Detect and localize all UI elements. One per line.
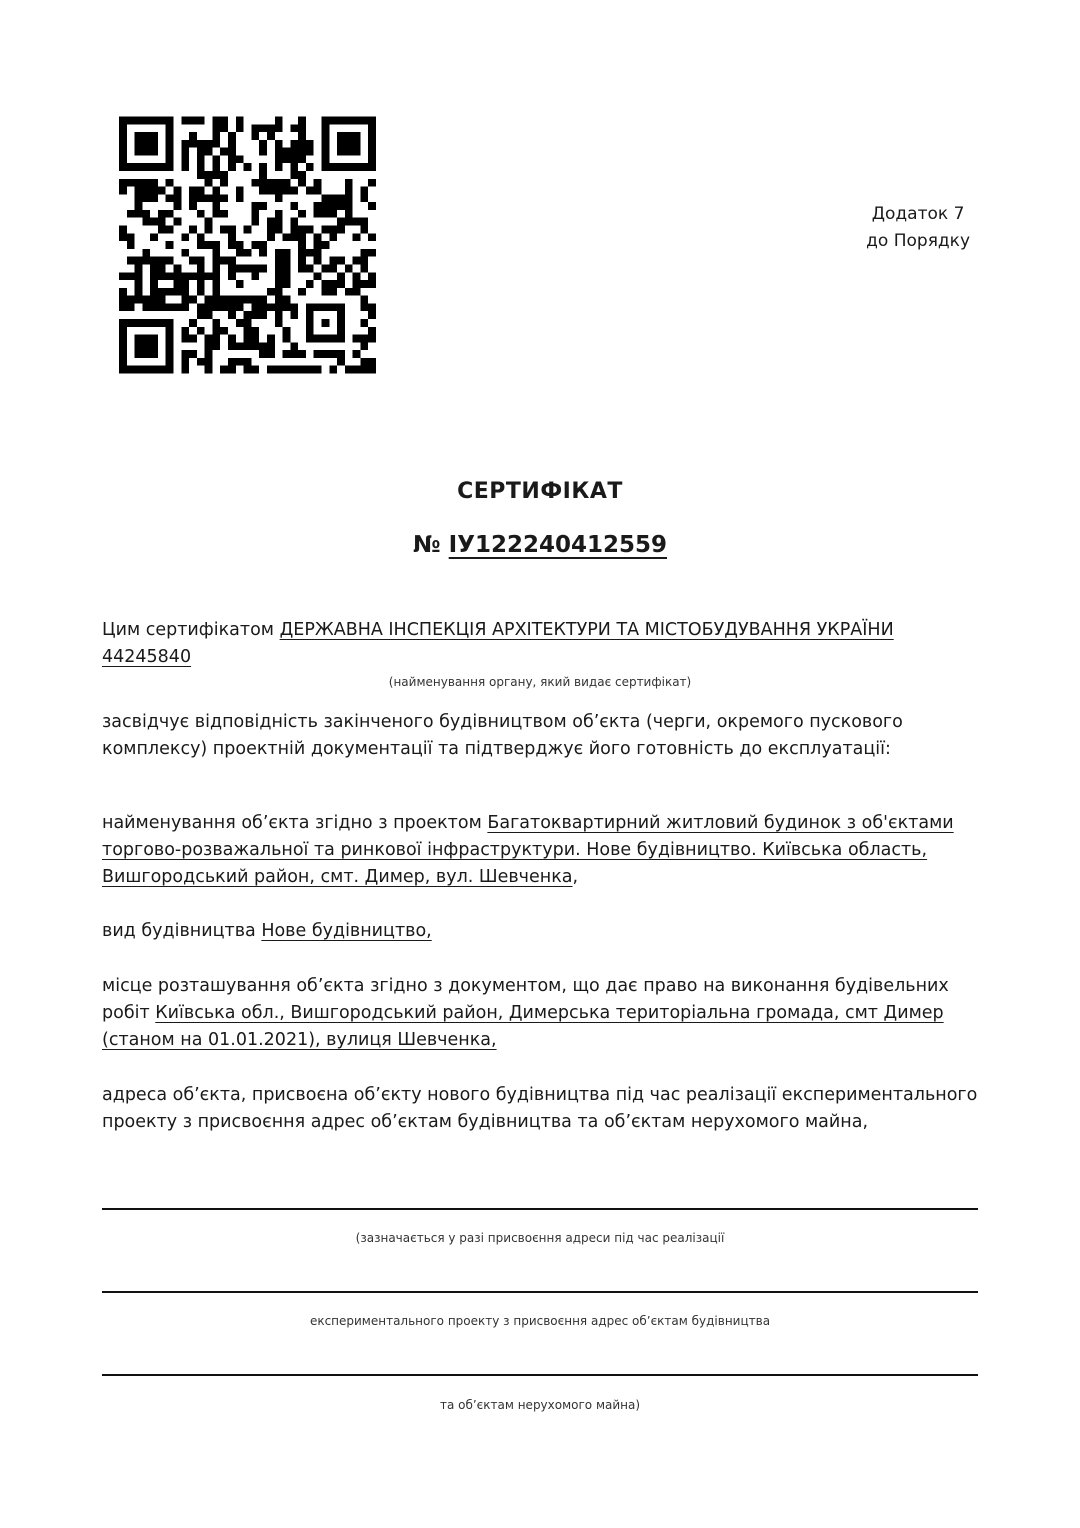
issuer-name: ДЕРЖАВНА ІНСПЕКЦІЯ АРХІТЕКТУРИ ТА МІСТОБУДУВАННЯ УКРАЇНИ xyxy=(279,620,894,640)
object-name-label: найменування об’єкта згідно з проектом xyxy=(102,813,482,833)
issuer-lead: Цим сертифікатом xyxy=(102,620,275,640)
number-sign: № xyxy=(412,532,441,558)
certificate-number-value: ІУ122240412559 xyxy=(448,532,668,558)
address-caption-3: та об’єктам нерухомого майна) xyxy=(439,1398,641,1412)
construction-type-paragraph xyxy=(102,918,982,945)
address-paragraph: адреса об’єкта, присвоєна об’єкту нового будівництва під час реалізації експериментального проекту з присвоєння адрес об’єктам будівництва та об’єктам нерухомого майна, xyxy=(102,1085,978,1132)
issuer-paragraph xyxy=(102,617,982,671)
qr-code xyxy=(119,116,376,374)
address-caption-2: експериментального проекту з присвоєння адрес об’єктам будівництва xyxy=(309,1314,771,1328)
annex-reference xyxy=(866,201,970,255)
object-name-value: Багатоквартирний житловий будинок з об'єктами торгово-розважальної та ринкової інфраструктури. Нове будівництво. Київська область, Вишгородський район, смт. Димер, вул. Шевченка xyxy=(102,813,954,887)
issuer-caption: (найменування органу, який видає сертифікат) xyxy=(388,675,692,689)
address-caption-1: (зазначається у разі присвоєння адреси під час реалізації xyxy=(355,1231,725,1245)
object-name-paragraph xyxy=(102,810,982,891)
location-value: Київська обл., Вишгородський район, Димерська територіальна громада, смт Димер (станом на 01.01.2021), вулиця Шевченка, xyxy=(102,1003,944,1050)
construction-type-value: Нове будівництво, xyxy=(261,921,432,941)
certificate-number xyxy=(0,532,1080,558)
address-line-2 xyxy=(102,1291,978,1293)
address-line-1 xyxy=(102,1208,978,1210)
address-line-3 xyxy=(102,1374,978,1376)
annex-line-2: до Порядку xyxy=(866,231,970,251)
construction-type-label: вид будівництва xyxy=(102,921,256,941)
object-name-suffix: , xyxy=(572,867,579,887)
issuer-code: 44245840 xyxy=(102,647,192,667)
location-label: місце розташування об’єкта згідно з документом, що дає право на виконання будівельних робіт xyxy=(102,976,949,1023)
annex-line-1: Додаток 7 xyxy=(871,204,965,224)
attestation-paragraph: засвідчує відповідність закінченого будівництвом об’єкта (черги, окремого пускового комплексу) проектній документації та підтверджує його готовність до експлуатації: xyxy=(102,712,903,759)
location-paragraph xyxy=(102,973,982,1054)
document-title: СЕРТИФІКАТ xyxy=(457,479,623,504)
